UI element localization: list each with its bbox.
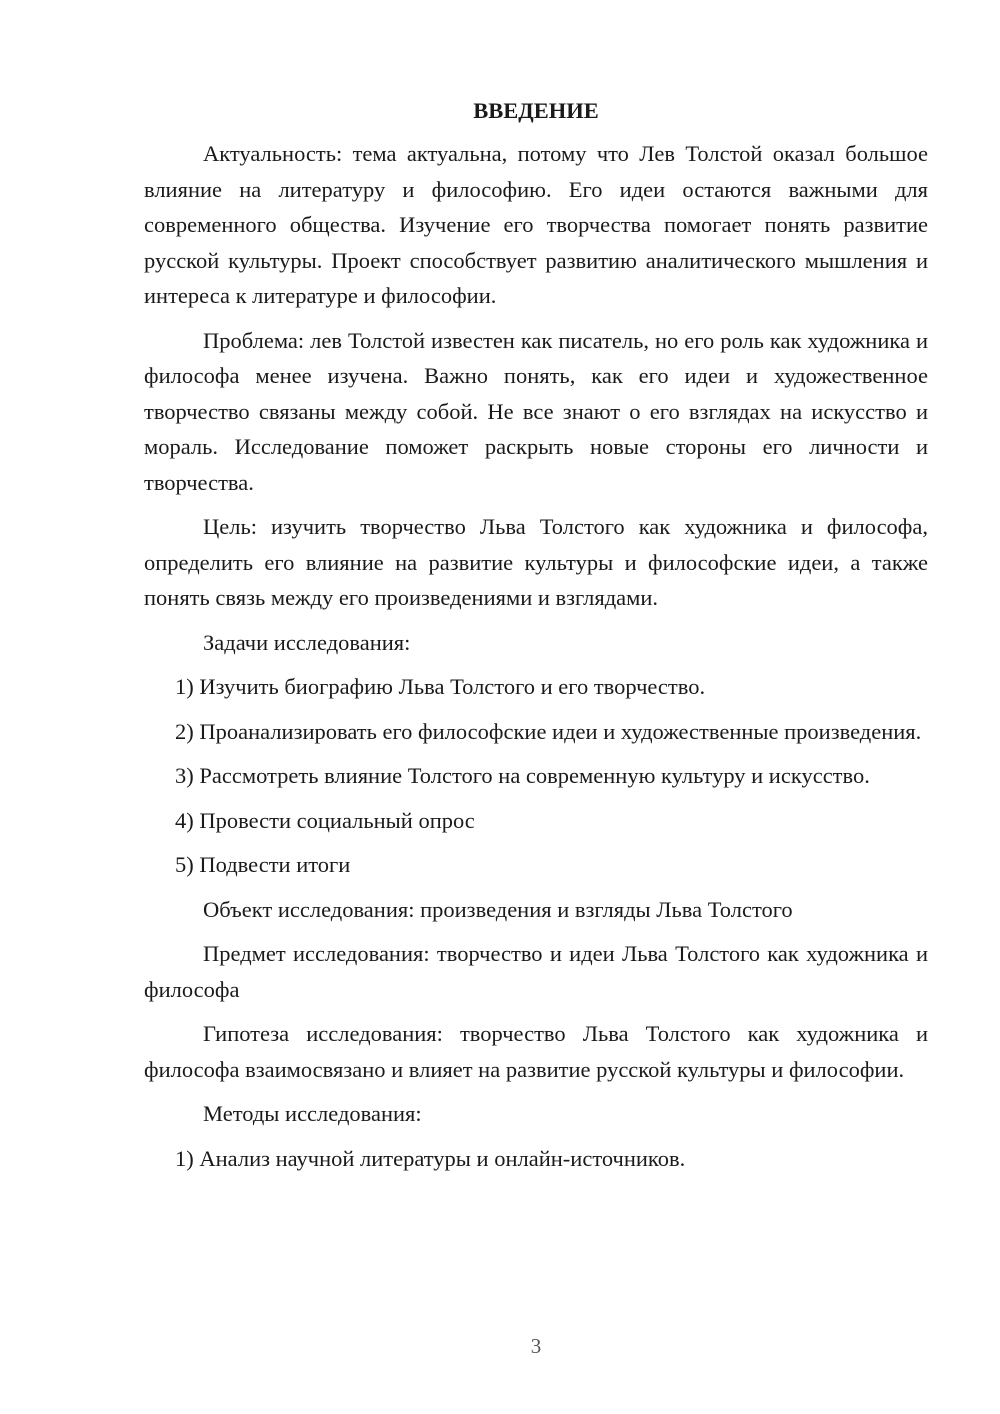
methods-heading: Методы исследования: bbox=[203, 1101, 422, 1126]
section-title: ВВЕДЕНИЕ bbox=[473, 98, 599, 123]
problem-paragraph: Проблема: лев Толстой известен как писатель, но его роль как художника и философа менее изучена. Важно понять, как его идеи и художественное творчество связаны между собой. Не все знают о его взглядах на искусство и мораль. Исследование поможет раскрыть новые стороны его личности и творчества. bbox=[144, 327, 928, 495]
page-number: 3 bbox=[530, 1334, 542, 1358]
task-item: 4) Провести социальный опрос bbox=[175, 807, 475, 833]
document-body bbox=[144, 96, 928, 1185]
goal-paragraph: Цель: изучить творчество Льва Толстого как художника и философа, определить его влияние на развитие культуры и философские идеи, а также понять связь между его произведениями и взглядами. bbox=[144, 514, 928, 610]
task-item: 2) Проанализировать его философские идеи и художественные произведения. bbox=[175, 718, 922, 744]
method-item: 1) Анализ научной литературы и онлайн-источников. bbox=[175, 1145, 686, 1171]
research-subject-paragraph: Предмет исследования: творчество и идеи Льва Толстого как художника и философа bbox=[144, 941, 928, 1002]
hypothesis-paragraph: Гипотеза исследования: творчество Льва Толстого как художника и философа взаимосвязано и влияет на развитие русской культуры и философии. bbox=[144, 1021, 928, 1082]
task-item: 5) Подвести итоги bbox=[175, 852, 351, 877]
task-item: 3) Рассмотреть влияние Толстого на современную культуру и искусство. bbox=[175, 763, 870, 788]
task-item: 1) Изучить биографию Льва Толстого и его творчество. bbox=[175, 674, 706, 699]
tasks-heading: Задачи исследования: bbox=[203, 629, 411, 655]
relevance-paragraph: Актуальность: тема актуальна, потому что Лев Толстой оказал большое влияние на литературу и философию. Его идеи остаются важными для современного общества. Изучение его творчества помогает понять развитие русской культуры. Проект способствует развитию аналитического мышления и интереса к литературе и философии. bbox=[144, 141, 928, 308]
research-object-paragraph: Объект исследования: произведения и взгляды Льва Толстого bbox=[203, 896, 793, 922]
